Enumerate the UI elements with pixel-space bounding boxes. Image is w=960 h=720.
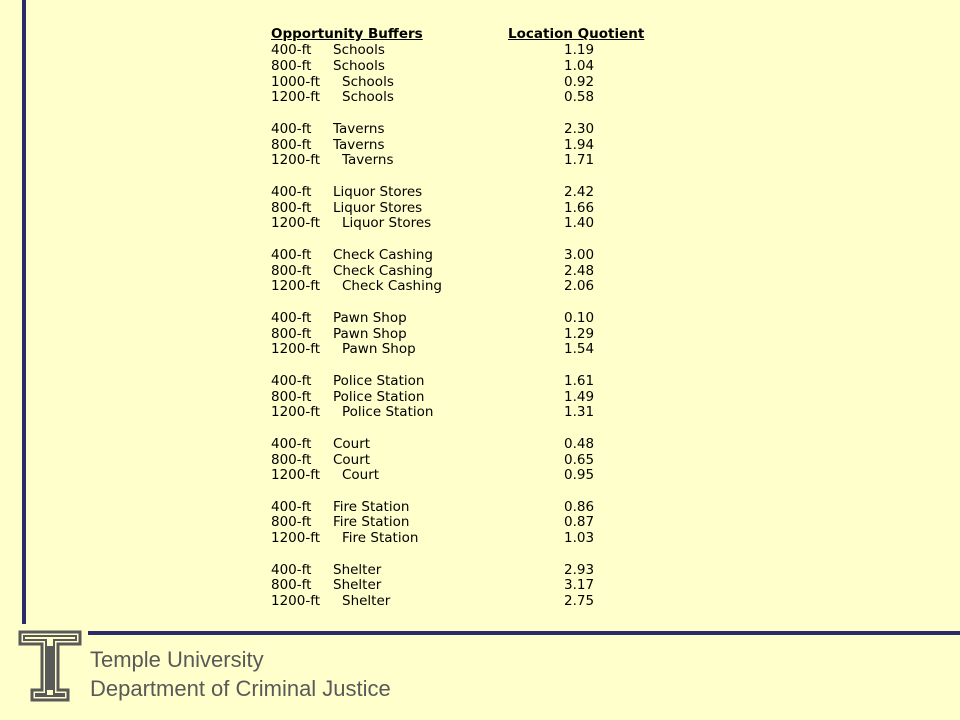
location-quotient-value: 1.66 bbox=[564, 199, 595, 216]
location-quotient-value: 1.04 bbox=[564, 57, 595, 74]
buffer-location: Police Station bbox=[342, 404, 434, 421]
buffer-distance: 400-ft bbox=[271, 183, 312, 200]
buffer-location: Shelter bbox=[333, 577, 382, 594]
location-quotient-value: 0.65 bbox=[564, 451, 595, 468]
location-quotient-value: 1.31 bbox=[564, 404, 595, 421]
location-quotient-value: 2.42 bbox=[564, 183, 595, 200]
buffer-distance: 1000-ft bbox=[271, 73, 321, 90]
buffer-distance: 1200-ft bbox=[271, 530, 321, 547]
location-quotient-value: 2.48 bbox=[564, 262, 595, 279]
buffer-distance: 400-ft bbox=[271, 120, 312, 137]
buffer-location: Liquor Stores bbox=[333, 199, 423, 216]
temple-t-logo-icon bbox=[18, 630, 82, 702]
buffer-distance: 1200-ft bbox=[271, 215, 321, 232]
location-quotient-value: 1.94 bbox=[564, 136, 595, 153]
buffer-distance: 800-ft bbox=[271, 451, 312, 468]
buffer-location: Police Station bbox=[333, 388, 425, 405]
buffer-location: Liquor Stores bbox=[342, 215, 432, 232]
buffer-distance: 400-ft bbox=[271, 309, 312, 326]
buffer-distance: 1200-ft bbox=[271, 467, 321, 484]
location-quotient-value: 0.10 bbox=[564, 309, 595, 326]
location-quotient-value: 1.49 bbox=[564, 388, 595, 405]
buffer-distance: 800-ft bbox=[271, 388, 312, 405]
location-quotient-value: 1.61 bbox=[564, 372, 595, 389]
buffer-distance: 800-ft bbox=[271, 262, 312, 279]
location-quotient-value: 2.06 bbox=[564, 278, 595, 295]
left-vertical-rule bbox=[22, 0, 26, 624]
location-quotient-value: 0.86 bbox=[564, 498, 595, 515]
location-quotient-value: 0.58 bbox=[564, 89, 595, 106]
buffer-distance: 400-ft bbox=[271, 498, 312, 515]
buffer-location: Taverns bbox=[333, 120, 385, 137]
buffer-location: Court bbox=[333, 435, 371, 452]
buffer-distance: 1200-ft bbox=[271, 404, 321, 421]
buffer-distance: 1200-ft bbox=[271, 152, 321, 169]
buffer-distance: 1200-ft bbox=[271, 89, 321, 106]
buffer-distance: 400-ft bbox=[271, 42, 312, 58]
buffer-location: Court bbox=[342, 467, 380, 484]
header-location-quotient: Location Quotient bbox=[508, 26, 645, 42]
footer-department-name: Department of Criminal Justice bbox=[90, 676, 391, 701]
footer-university-name: Temple University bbox=[90, 647, 264, 672]
buffer-distance: 1200-ft bbox=[271, 278, 321, 295]
buffer-location: Police Station bbox=[333, 372, 425, 389]
buffer-location: Taverns bbox=[342, 152, 394, 169]
location-quotient-value: 3.17 bbox=[564, 577, 595, 594]
buffer-location: Check Cashing bbox=[342, 278, 442, 295]
buffer-distance: 1200-ft bbox=[271, 341, 321, 358]
buffer-distance: 400-ft bbox=[271, 435, 312, 452]
buffer-distance: 800-ft bbox=[271, 199, 312, 216]
buffer-location: Schools bbox=[333, 42, 385, 58]
buffer-distance: 400-ft bbox=[271, 561, 312, 578]
bottom-horizontal-rule bbox=[88, 631, 960, 635]
location-quotient-value: 1.29 bbox=[564, 325, 595, 342]
location-quotient-value: 2.30 bbox=[564, 120, 595, 137]
buffer-location: Taverns bbox=[333, 136, 385, 153]
buffer-location: Schools bbox=[333, 57, 385, 74]
buffer-distance: 800-ft bbox=[271, 136, 312, 153]
buffer-distance: 800-ft bbox=[271, 514, 312, 531]
buffer-location: Schools bbox=[342, 89, 394, 106]
location-quotient-value: 0.48 bbox=[564, 435, 595, 452]
buffer-location: Schools bbox=[342, 73, 394, 90]
buffer-location: Pawn Shop bbox=[342, 341, 416, 358]
location-quotient-value: 1.54 bbox=[564, 341, 595, 358]
buffer-location: Liquor Stores bbox=[333, 183, 423, 200]
buffer-location: Check Cashing bbox=[333, 262, 433, 279]
location-quotient-value: 0.95 bbox=[564, 467, 595, 484]
location-quotient-value: 1.40 bbox=[564, 215, 595, 232]
location-quotient-value: 3.00 bbox=[564, 246, 595, 263]
location-quotient-value: 1.03 bbox=[564, 530, 595, 547]
location-quotient-value: 2.93 bbox=[564, 561, 595, 578]
buffer-distance: 800-ft bbox=[271, 577, 312, 594]
buffer-distance: 1200-ft bbox=[271, 593, 321, 610]
location-quotient-value: 2.75 bbox=[564, 593, 595, 610]
buffer-distance: 400-ft bbox=[271, 246, 312, 263]
buffer-location: Fire Station bbox=[333, 514, 410, 531]
buffer-location: Pawn Shop bbox=[333, 309, 407, 326]
buffer-location: Pawn Shop bbox=[333, 325, 407, 342]
buffer-distance: 400-ft bbox=[271, 372, 312, 389]
buffer-location: Fire Station bbox=[333, 498, 410, 515]
buffer-location: Check Cashing bbox=[333, 246, 433, 263]
buffer-distance: 800-ft bbox=[271, 325, 312, 342]
location-quotient-value: 1.19 bbox=[564, 42, 595, 58]
location-quotient-value: 0.87 bbox=[564, 514, 595, 531]
location-quotient-value: 1.71 bbox=[564, 152, 595, 169]
header-opportunity-buffers: Opportunity Buffers bbox=[271, 26, 423, 42]
location-quotient-value: 0.92 bbox=[564, 73, 595, 90]
buffer-distance: 800-ft bbox=[271, 57, 312, 74]
buffer-location: Shelter bbox=[342, 593, 391, 610]
buffer-location: Shelter bbox=[333, 561, 382, 578]
buffer-location: Fire Station bbox=[342, 530, 419, 547]
buffer-location: Court bbox=[333, 451, 371, 468]
